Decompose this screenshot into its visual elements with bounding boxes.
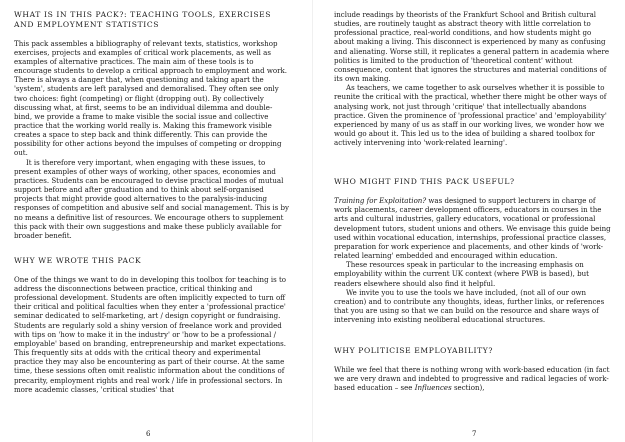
page-number: 7 [472,430,477,438]
paragraph: As teachers, we came together to ask ourselves whether it is possible to reunite the critical with the practical, whether there might be other ways of analysing work, not just through 'critique' that intellectually abandons practice. Given the prominence of 'professional practice' and 'employability' experienced by many of us as staff in our working lives, we wonder how we would go about it. This led us to the idea of building a shared toolbox for actively intervening into 'work-related learning'. [334,83,607,148]
emphasis-title: Training for Exploitation? [334,196,427,206]
paragraph: include readings by theorists of the Frankfurt School and British cultural studies, are routinely taught as abstract theory with little correlation to professional practice, real-world conditions, and how students might go about making a living. This disconnect is experienced by many as confusing and alienating. Worse still, it replicates a general pattern in academia where politics is limited to the production of 'theoretical content' without consequence, content that ignores the structures and material conditions of its own making. [334,10,610,84]
emphasis-influences: Influences [414,383,452,393]
page-number: 6 [146,430,151,438]
left-page [0,0,312,442]
section-heading-why-we-wrote-this-pack: WHY WE WROTE THIS PACK [14,256,142,266]
paragraph [334,365,611,392]
paragraph [334,196,611,260]
section-heading-why-politicise-employability: WHY POLITICISE EMPLOYABILITY? [334,346,494,356]
right-page [312,0,625,442]
paragraph: It is therefore very important, when engaging with these issues, to present examples of other ways of working, other spaces, economies and practices. Students can be encouraged to devise practical modes of mutual support before and after graduation and to think about self-organised projects that might provide good alternatives to the paralysis-inducing responses of competition and abusive self and social management. This is by no means a definitive list of resources. We encourage others to supplement this pack with their own suggestions and make these publicly available for broader benefit. [14,157,290,240]
paragraph: We invite you to use the tools we have included, (not all of our own creation) and to contribute any thoughts, ideas, further links, or references that you are using so that we can build on the resource and share ways of intervening into existing neoliberal educational structures. [334,287,605,325]
paragraph-text: was designed to support lecturers in charge of work placements, career development officers, educators in courses in the arts and cultural industries, gallery educators, vocational or professional development tutors, student unions and others. We envisage this guide being used within vocational education, internships, professional practice classes, preparation for work experience and placements, and other kinds of 'work-related learning' embedded and encouraged within education. [334,196,611,261]
section-heading-what-is-in-this-pack: WHAT IS IN THIS PACK?: TEACHING TOOLS, EXERCISES AND EMPLOYMENT STATISTICS [14,10,272,29]
paragraph: These resources speak in particular to the increasing emphasis on employability within the current UK context (where PWB is based), but readers elsewhere should also find it helpful. [334,260,589,288]
paragraph-text: While we feel that there is nothing wrong with work-based education (in fact we are very drawn and indebted to progressive and radical legacies of work-based education – see [334,365,610,393]
section-heading-who-might-find-this-pack-useful: WHO MIGHT FIND THIS PACK USEFUL? [334,177,515,187]
paragraph: One of the things we want to do in developing this toolbox for teaching is to address the disconnections between practice, critical thinking and professional development. Students are often implicitly expected to turn off their critical and political faculties when they enter a 'professional practice' seminar dedicated to self-marketing, art / design copyright or fundraising. Students are regularly sold a shiny version of freelance work and provided with tips on 'how to make it in the industry' or 'how to be a professional / employable' based on branding, entrepreneurship and market expectations. This frequently sits at odds with the critical theory and experimental practice they may also be encountering as part of their course. At the same time, these sessions often omit realistic information about the conditions of precarity, employment rights and real work / life in professional sectors. In more academic classes, 'critical studies' that [14,274,287,394]
paragraph-text: section), [451,383,485,393]
paragraph: This pack assembles a bibliography of relevant texts, statistics, workshop exercises, projects and examples of critical work placements, as well as examples of alternative practices. The main aim of these tools is to encourage students to develop a critical approach to employment and work. There is always a danger that, when questioning and taking apart the 'system', students are left paralysed and demoralised. They often see only two choices: fight (competing) or flight (dropping out). By collectively discussing what, at first, seems to be an individual dilemma and double-bind, we provide a frame to make visible the social issue and collective practice that the working world really is. Making this framework visible creates a space to step back and think differently. This can provide the possibility for other actions beyond the impulses of competing or dropping out. [14,38,287,158]
